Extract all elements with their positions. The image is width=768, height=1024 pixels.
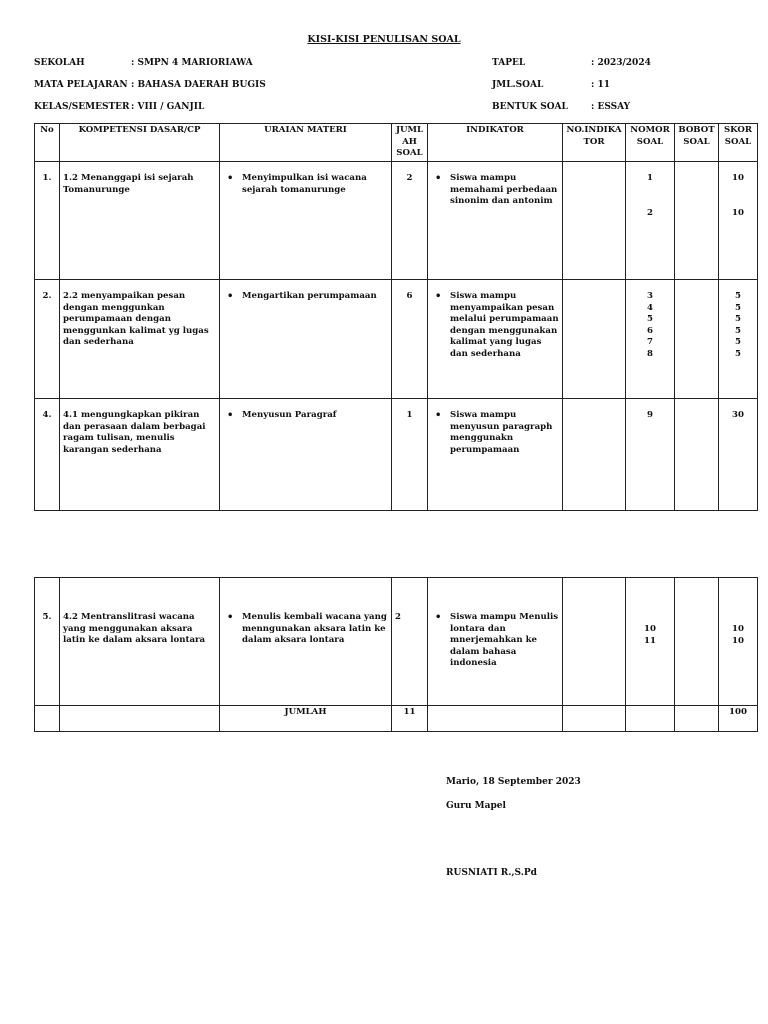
header-skor-soal: SKOR SOAL	[719, 124, 758, 162]
kelas-value: : VIII / GANJIL	[131, 102, 205, 112]
row-bobot-soal	[675, 578, 719, 706]
row-nomor-soal: 10 11	[626, 578, 675, 706]
kelas-label: KELAS/SEMESTER	[34, 102, 130, 112]
row-indikator: • Siswa mampu Menulis lontara dan mnerjemahkan ke dalam bahasa indonesia	[450, 612, 559, 670]
header-no-indikator: NO.INDIKA TOR	[563, 124, 626, 162]
row-no: 4.	[35, 399, 60, 511]
tapel-value: : 2023/2024	[591, 58, 651, 68]
row-jumlah: 2	[392, 162, 428, 280]
table-row	[35, 162, 758, 280]
row-skor-soal: 10 10	[719, 578, 758, 706]
row-uraian: • Menulis kembali wacana yang menngunakan aksara latin ke dalam aksara lontara	[242, 612, 388, 647]
row-bobot-soal	[675, 399, 719, 511]
row-bobot-soal	[675, 280, 719, 399]
place-date: Mario, 18 September 2023	[446, 777, 581, 787]
signer-role: Guru Mapel	[446, 801, 506, 811]
row-no: 5.	[35, 578, 60, 706]
signer-name: RUSNIATI R.,S.Pd	[446, 868, 537, 878]
sekolah-label: SEKOLAH	[34, 58, 85, 68]
header-indikator: INDIKATOR	[428, 124, 563, 162]
row-kompetensi: 4.1 mengungkapkan pikiran dan perasaan dalam berbagai ragam tulisan, menulis karangan sederhana	[60, 399, 220, 511]
row-uraian: • Menyimpulkan isi wacana sejarah tomanurunge	[242, 173, 388, 196]
total-skor: 100	[719, 706, 758, 732]
row-jumlah: 2	[392, 578, 428, 706]
tapel-label: TAPEL	[492, 58, 526, 68]
bentuk-soal-label: BENTUK SOAL	[492, 102, 568, 112]
bentuk-soal-value: : ESSAY	[591, 102, 631, 112]
row-no-indikator	[563, 399, 626, 511]
total-label: JUMLAH	[220, 706, 392, 732]
header-jumlah-soal: JUML AH SOAL	[392, 124, 428, 162]
row-kompetensi: 1.2 Menanggapi isi sejarah Tomanurunge	[60, 162, 220, 280]
row-no-indikator	[563, 280, 626, 399]
table-row	[35, 280, 758, 399]
kisi-kisi-table-continued	[34, 577, 758, 732]
row-jumlah: 6	[392, 280, 428, 399]
total-jumlah: 11	[392, 706, 428, 732]
row-nomor-soal: 3 4 5 6 7 8	[626, 280, 675, 399]
table-row	[35, 399, 758, 511]
row-no-indikator	[563, 162, 626, 280]
total-row	[35, 706, 758, 732]
row-indikator: • Siswa mampu memahami perbedaan sinonim dan antonim	[450, 173, 559, 208]
kisi-kisi-table	[34, 123, 758, 511]
row-skor-soal: 10 10	[719, 162, 758, 280]
sekolah-value: : SMPN 4 MARIORIAWA	[131, 58, 253, 68]
jml-soal-value: : 11	[591, 80, 610, 90]
row-kompetensi: 2.2 menyampaikan pesan dengan menggunkan perumpamaan dengan menggunkan kalimat yg lugas dan sederhana	[60, 280, 220, 399]
mapel-label: MATA PELAJARAN	[34, 80, 128, 90]
header-kompetensi: KOMPETENSI DASAR/CP	[60, 124, 220, 162]
row-no-indikator	[563, 578, 626, 706]
header-uraian: URAIAN MATERI	[220, 124, 392, 162]
table-header-row	[35, 124, 758, 162]
header-bobot-soal: BOBOT SOAL	[675, 124, 719, 162]
row-bobot-soal	[675, 162, 719, 280]
table-row	[35, 578, 758, 706]
jml-soal-label: JML.SOAL	[492, 80, 544, 90]
row-nomor-soal: 1 2	[626, 162, 675, 280]
header-nomor-soal: NOMOR SOAL	[626, 124, 675, 162]
header-no: No	[35, 124, 60, 162]
row-uraian: • Menyusun Paragraf	[242, 410, 388, 422]
row-uraian: • Mengartikan perumpamaan	[242, 291, 388, 303]
row-skor-soal: 5 5 5 5 5 5	[719, 280, 758, 399]
row-no: 1.	[35, 162, 60, 280]
mapel-value: : BAHASA DAERAH BUGIS	[131, 80, 266, 90]
row-jumlah: 1	[392, 399, 428, 511]
row-indikator: • Siswa mampu menyampaikan pesan melalui perumpamaan dengan menggunakan kalimat yang lugas dan sederhana	[450, 291, 559, 360]
row-no: 2.	[35, 280, 60, 399]
document-title: KISI-KISI PENULISAN SOAL	[307, 34, 461, 45]
row-nomor-soal: 9	[626, 399, 675, 511]
row-skor-soal: 30	[719, 399, 758, 511]
row-indikator: • Siswa mampu menyusun paragraph menggunakn perumpamaan	[450, 410, 559, 456]
row-kompetensi: 4.2 Mentranslitrasi wacana yang menggunakan aksara latin ke dalam aksara lontara	[60, 578, 220, 706]
